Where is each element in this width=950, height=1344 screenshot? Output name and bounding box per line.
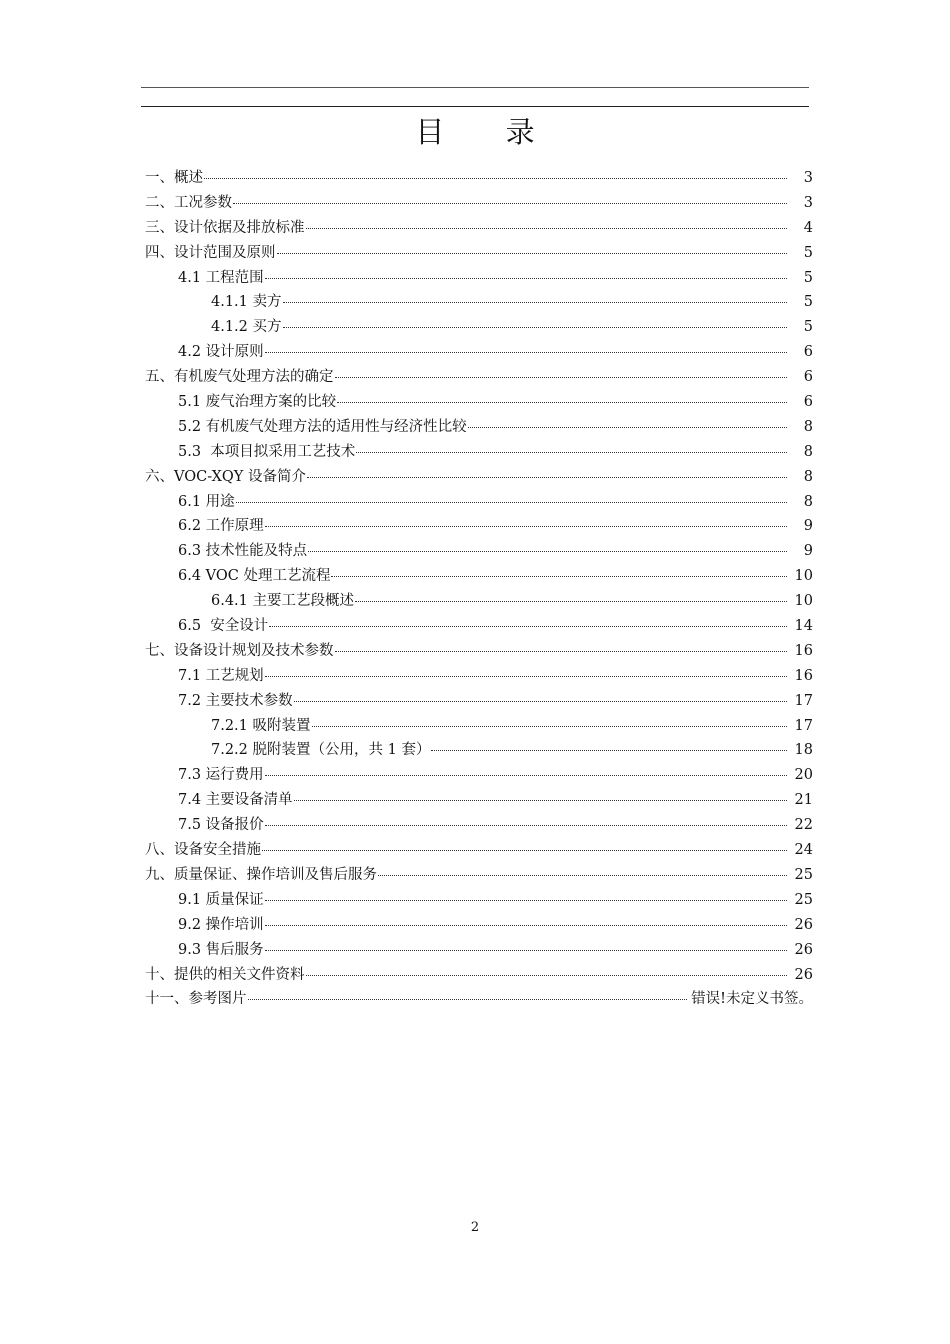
toc-dot-leader	[265, 278, 787, 279]
toc-entry[interactable]	[145, 763, 813, 788]
toc-entry-page: 18	[794, 742, 813, 759]
toc-entry[interactable]	[145, 415, 813, 440]
toc-entry-label: 八、设备安全措施	[145, 842, 261, 859]
toc-entry-page: 5	[803, 294, 813, 311]
toc-entry[interactable]	[145, 564, 813, 589]
toc-dot-leader	[312, 726, 787, 727]
table-of-contents	[145, 166, 813, 1012]
toc-entry-label: 6.3 技术性能及特点	[178, 543, 308, 560]
toc-entry-page: 10	[794, 568, 813, 585]
toc-entry[interactable]	[145, 863, 813, 888]
toc-entry-page: 5	[803, 269, 813, 286]
toc-entry[interactable]	[145, 266, 813, 291]
toc-entry-label: 7.4 主要设备清单	[178, 792, 293, 809]
toc-entry-page: 17	[794, 692, 813, 709]
toc-dot-leader	[431, 750, 787, 751]
toc-dot-leader	[265, 526, 787, 527]
toc-entry-page: 8	[803, 493, 813, 510]
toc-entry-label: 三、设计依据及排放标准	[145, 219, 305, 236]
toc-entry[interactable]	[145, 689, 813, 714]
toc-entry[interactable]	[145, 340, 813, 365]
toc-dot-leader	[307, 477, 787, 478]
toc-dot-leader	[283, 327, 787, 328]
toc-dot-leader	[265, 352, 787, 353]
toc-dot-leader	[265, 676, 787, 677]
toc-title: 目 录	[415, 115, 561, 149]
toc-entry-label: 6.2 工作原理	[178, 518, 264, 535]
toc-dot-leader	[236, 502, 787, 503]
toc-dot-leader	[294, 701, 787, 702]
toc-dot-leader	[335, 651, 788, 652]
toc-entry-label: 7.2 主要技术参数	[178, 692, 293, 709]
toc-entry-label: 6.4 VOC 处理工艺流程	[178, 568, 331, 585]
toc-entry[interactable]	[145, 216, 813, 241]
toc-entry[interactable]	[145, 987, 813, 1012]
toc-entry-page: 22	[794, 817, 813, 834]
toc-dot-leader	[306, 228, 788, 229]
toc-entry[interactable]	[145, 714, 813, 739]
toc-entry-label: 四、设计范围及原则	[145, 244, 276, 261]
toc-entry[interactable]	[145, 166, 813, 191]
toc-dot-leader	[248, 999, 688, 1000]
toc-entry[interactable]	[145, 614, 813, 639]
toc-entry-page: 5	[803, 244, 813, 261]
toc-entry[interactable]	[145, 813, 813, 838]
toc-entry-label: 七、设备设计规划及技术参数	[145, 642, 334, 659]
toc-entry-page: 8	[803, 418, 813, 435]
toc-entry-page: 20	[794, 767, 813, 784]
toc-entry[interactable]	[145, 241, 813, 266]
toc-entry-label: 十、提供的相关文件资料	[145, 966, 305, 983]
toc-entry-label: 一、概述	[145, 170, 203, 186]
toc-dot-leader	[269, 626, 787, 627]
toc-entry[interactable]	[145, 390, 813, 415]
toc-dot-leader	[265, 775, 787, 776]
toc-entry-label: 9.1 质量保证	[178, 891, 264, 908]
toc-entry-label: 九、质量保证、操作培训及售后服务	[145, 866, 377, 883]
toc-entry[interactable]	[145, 938, 813, 963]
toc-entry-page: 6	[803, 344, 813, 361]
toc-entry[interactable]	[145, 913, 813, 938]
toc-dot-leader	[331, 576, 787, 577]
toc-entry-label: 5.1 废气治理方案的比较	[178, 394, 337, 411]
toc-entry-label: 7.1 工艺规划	[178, 667, 264, 684]
toc-entry-label: 十一、参考图片	[145, 991, 247, 1008]
toc-entry-page: 错误!未定义书签。	[691, 991, 813, 1008]
toc-entry-page: 10	[794, 593, 813, 610]
toc-entry-page: 5	[803, 319, 813, 336]
toc-entry[interactable]	[145, 514, 813, 539]
toc-entry-page: 17	[794, 717, 813, 734]
toc-dot-leader	[308, 551, 787, 552]
toc-dot-leader	[233, 203, 787, 204]
toc-entry-page: 24	[794, 842, 813, 859]
toc-entry-label: 6.1 用途	[178, 493, 235, 510]
toc-entry-page: 9	[803, 543, 813, 560]
toc-entry-label: 6.5 安全设计	[178, 618, 269, 635]
toc-entry-page: 6	[803, 369, 813, 386]
toc-dot-leader	[337, 402, 787, 403]
toc-entry-page: 21	[794, 792, 813, 809]
toc-entry-page: 3	[803, 170, 813, 186]
toc-entry[interactable]	[145, 191, 813, 216]
toc-dot-leader	[204, 178, 787, 179]
toc-dot-leader	[306, 975, 788, 976]
toc-entry-page: 14	[794, 618, 813, 635]
toc-entry-label: 六、VOC-XQY 设备简介	[145, 468, 306, 485]
toc-entry-label: 5.3 本项目拟采用工艺技术	[178, 443, 356, 460]
toc-entry-label: 4.1 工程范围	[178, 269, 264, 286]
toc-dot-leader	[277, 253, 788, 254]
header-rule-top	[141, 87, 809, 88]
toc-entry[interactable]	[145, 639, 813, 664]
toc-dot-leader	[294, 800, 787, 801]
toc-entry-page: 3	[803, 194, 813, 211]
toc-entry[interactable]	[145, 365, 813, 390]
toc-entry-label: 7.5 设备报价	[178, 817, 264, 834]
toc-dot-leader	[468, 427, 787, 428]
toc-dot-leader	[262, 850, 787, 851]
toc-entry-label: 7.2.1 吸附装置	[211, 717, 311, 734]
toc-entry[interactable]	[145, 963, 813, 988]
toc-entry[interactable]	[145, 539, 813, 564]
toc-dot-leader	[265, 925, 787, 926]
toc-entry[interactable]	[145, 664, 813, 689]
toc-entry[interactable]	[145, 838, 813, 863]
toc-entry[interactable]	[145, 738, 813, 763]
toc-entry-label: 6.4.1 主要工艺段概述	[211, 593, 355, 610]
toc-entry-page: 26	[794, 941, 813, 958]
toc-entry-page: 8	[803, 468, 813, 485]
toc-dot-leader	[335, 377, 788, 378]
toc-entry-label: 5.2 有机废气处理方法的适用性与经济性比较	[178, 418, 467, 435]
toc-entry-label: 4.1.1 卖方	[211, 294, 282, 311]
toc-entry[interactable]	[145, 440, 813, 465]
toc-dot-leader	[283, 302, 787, 303]
header-rule-bottom	[141, 106, 809, 107]
toc-entry-label: 7.3 运行费用	[178, 767, 264, 784]
toc-entry-page: 26	[794, 916, 813, 933]
toc-dot-leader	[355, 601, 787, 602]
toc-dot-leader	[356, 452, 787, 453]
toc-entry-label: 4.1.2 买方	[211, 319, 282, 336]
toc-dot-leader	[265, 950, 787, 951]
toc-entry-page: 25	[794, 891, 813, 908]
toc-dot-leader	[265, 825, 787, 826]
toc-entry-label: 9.3 售后服务	[178, 941, 264, 958]
toc-entry[interactable]	[145, 315, 813, 340]
toc-entry[interactable]	[145, 788, 813, 813]
toc-dot-leader	[378, 875, 787, 876]
toc-entry-label: 五、有机废气处理方法的确定	[145, 369, 334, 386]
toc-entry-page: 25	[794, 866, 813, 883]
toc-entry-label: 9.2 操作培训	[178, 916, 264, 933]
toc-entry-page: 9	[803, 518, 813, 535]
toc-entry-page: 26	[794, 966, 813, 983]
toc-entry-page: 4	[803, 219, 813, 236]
toc-entry-label: 二、工况参数	[145, 194, 232, 211]
toc-entry-page: 8	[803, 443, 813, 460]
toc-entry-label: 7.2.2 脱附装置（公用，共 1 套）	[211, 742, 431, 759]
toc-entry[interactable]	[145, 490, 813, 515]
page-number: 2	[470, 1220, 480, 1235]
toc-entry[interactable]	[145, 465, 813, 490]
toc-entry-label: 4.2 设计原则	[178, 344, 264, 361]
toc-entry-page: 16	[794, 642, 813, 659]
toc-entry-page: 16	[794, 667, 813, 684]
toc-entry-page: 6	[803, 394, 813, 411]
toc-entry[interactable]	[145, 888, 813, 913]
toc-entry[interactable]	[145, 589, 813, 614]
toc-entry[interactable]	[145, 290, 813, 315]
toc-dot-leader	[265, 900, 787, 901]
